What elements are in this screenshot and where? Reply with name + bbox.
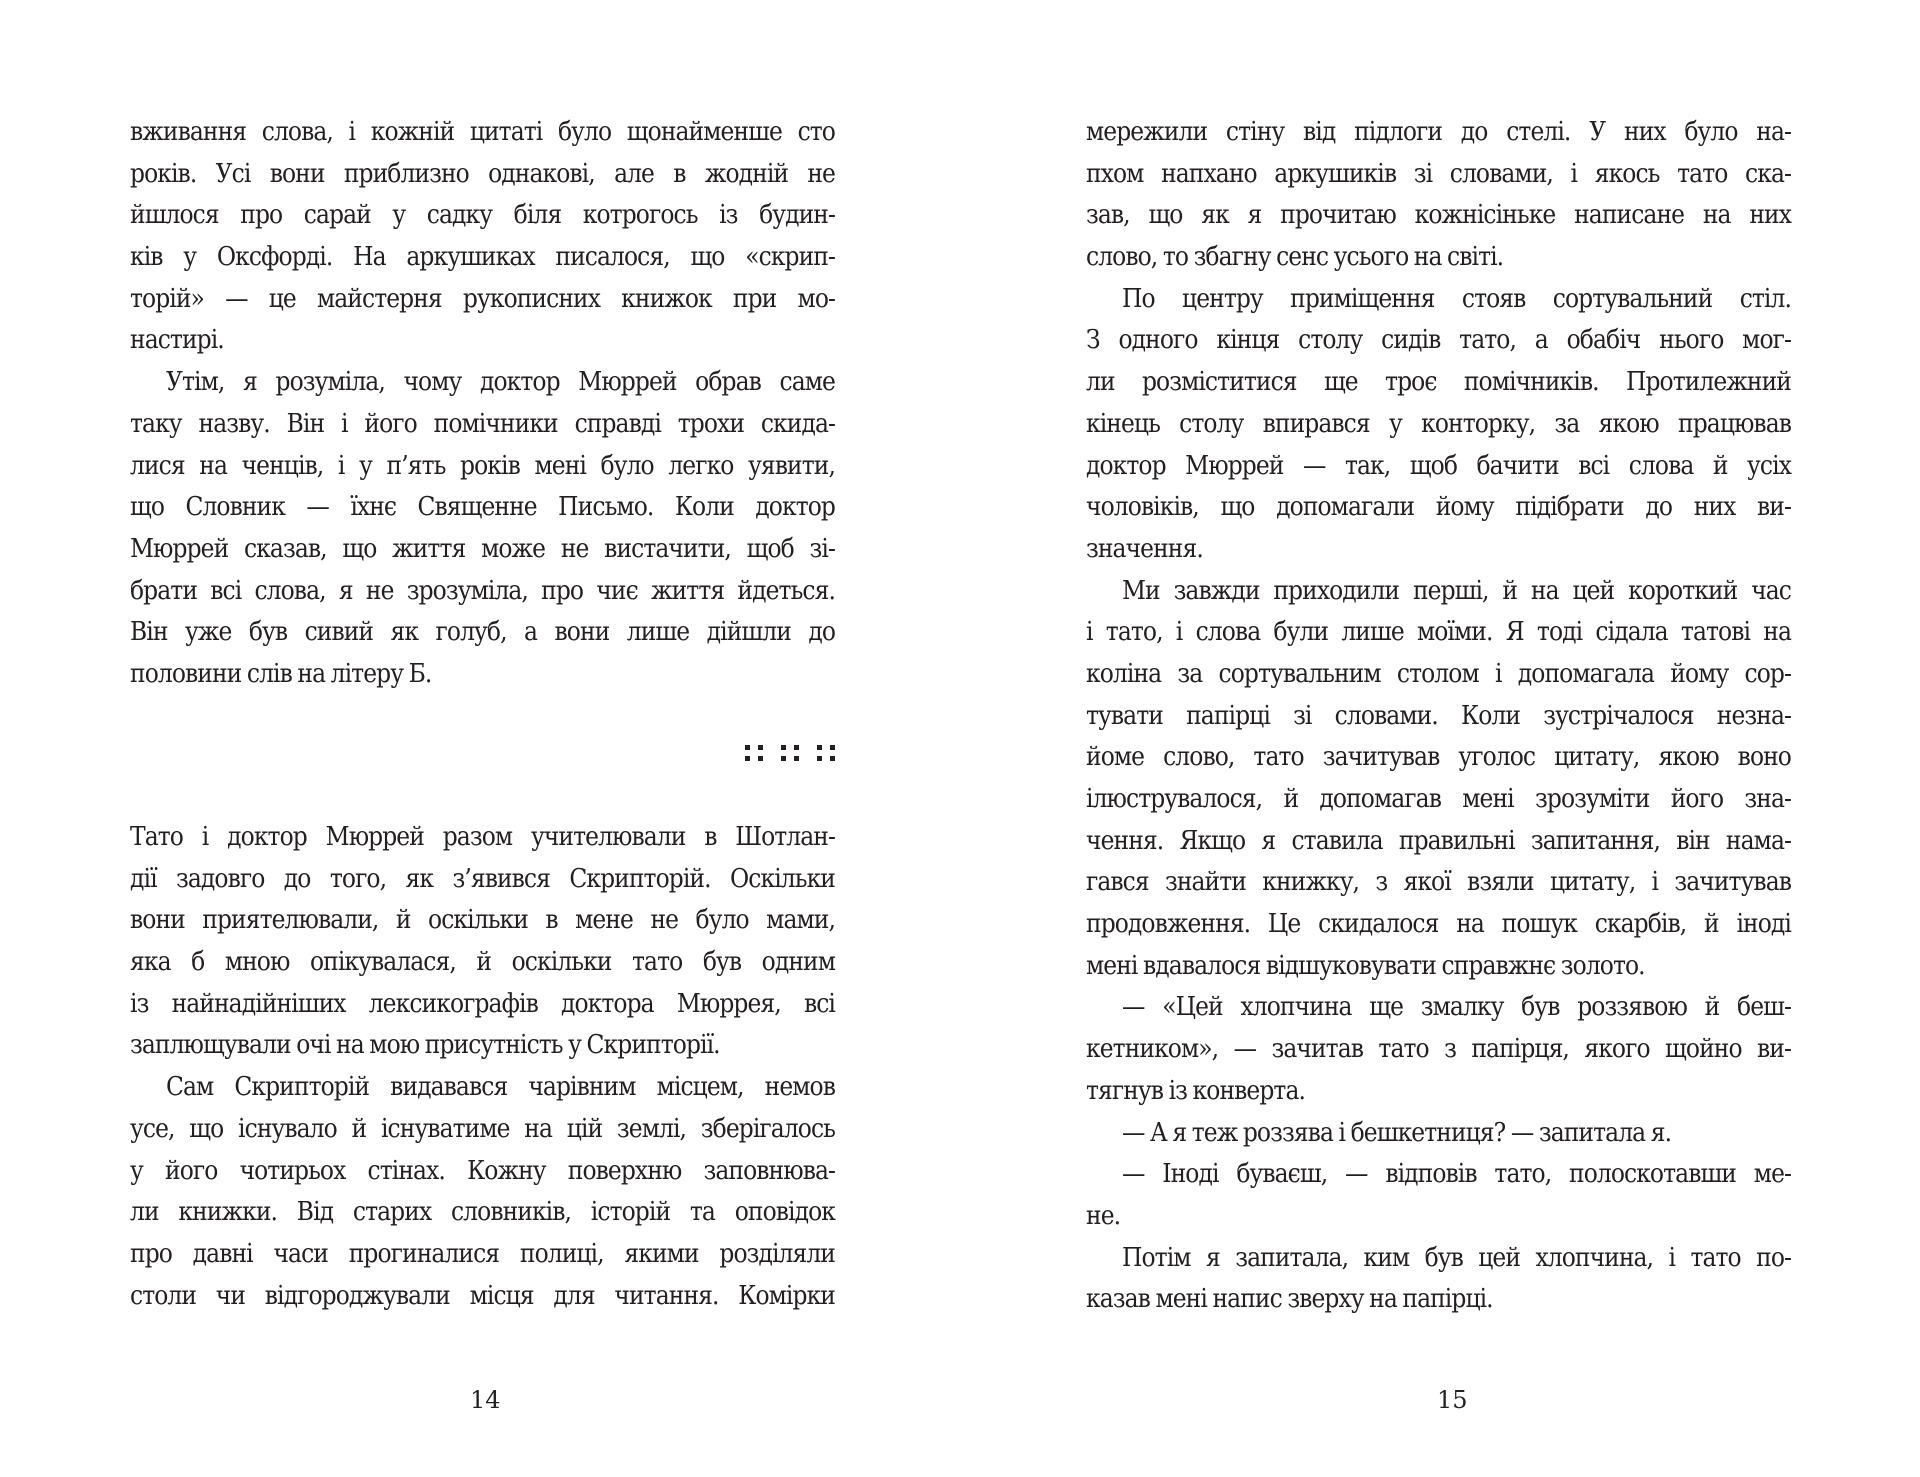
text-line: значення. <box>1086 533 1203 564</box>
text-line: ілюструвалося, й допомагав мені зрозуміти його зна- <box>1086 784 1791 814</box>
text-line: усе, що існувало й існуватиме на цій землі, зберігалось <box>130 1113 835 1144</box>
text-line: вони приятелювали, й оскільки в мене не було мами, <box>130 905 835 936</box>
text-line: пхом напхано аркушиків зі словами, і якось тато ска- <box>1086 158 1791 189</box>
text-line: і тато, і слова були лише моїми. Я тоді сідала татові на <box>1086 617 1791 648</box>
text-line: столи чи відгороджували місця для читання. Комірки <box>130 1280 835 1311</box>
text-line: чоловіків, що допомагали йому підібрати до них ви- <box>1086 492 1791 523</box>
text-line: заплющували очі на мою присутність у Скрипторії. <box>130 1030 720 1061</box>
text-line: — «Цей хлопчина ще змалку був роззявою й беш- <box>1122 992 1791 1023</box>
text-line: дії задовго до того, як з’явився Скрипторій. Оскільки <box>130 863 835 894</box>
text-line: вживання слова, і кожній цитаті було щонайменше сто <box>130 117 835 147</box>
text-line: мені вдавалося відшуковувати справжнє золото. <box>1086 950 1645 981</box>
text-line: Утім, я розуміла, чому доктор Мюррей обрав саме <box>166 367 835 398</box>
text-line: ли книжки. Від старих словників, історій та оповідок <box>130 1197 835 1228</box>
left-page-top-text <box>130 112 835 696</box>
text-line: ків у Оксфорді. На аркушиках писалося, що «скрип- <box>130 242 835 273</box>
text-line: ли розміститися ще троє помічників. Протилежний <box>1086 367 1791 398</box>
paragraph <box>130 362 835 696</box>
text-line: про давні часи прогиналися полиці, якими розділяли <box>130 1238 835 1269</box>
paragraph <box>130 1067 835 1317</box>
text-line: По центру приміщення стояв сортувальний стіл. <box>1122 283 1791 314</box>
text-line: із найнадійніших лексикографів доктора Мюррея, всі <box>130 988 835 1019</box>
text-line: йшлося про сарай у садку біля котрогось із будин- <box>130 200 835 231</box>
text-line: Потім я запитала, ким був цей хлопчина, і тато по- <box>1122 1242 1791 1273</box>
dot-group <box>745 745 765 761</box>
paragraph <box>130 112 835 362</box>
text-line: казав мені напис зверху на папірці. <box>1086 1284 1493 1315</box>
text-line: що Словник — їхнє Священне Письмо. Коли доктор <box>130 492 835 523</box>
paragraph <box>1086 987 1791 1112</box>
page-number: 15 <box>1437 1386 1468 1414</box>
paragraph <box>1086 1154 1791 1237</box>
text-line: половини слів на літеру Б. <box>130 658 432 689</box>
text-line: тувати папірці зі словами. Коли зустрічалося незна- <box>1086 700 1791 731</box>
text-line: зав, що як я прочитаю кожнісіньке написане на них <box>1086 200 1791 231</box>
text-line: Ми завжди приходили перші, й на цей короткий час <box>1122 575 1791 606</box>
text-line: кінець столу впирався у конторку, за якою працював <box>1086 408 1791 439</box>
right-page-text <box>1086 112 1791 1321</box>
text-line: доктор Мюррей — так, щоб бачити всі слова й усіх <box>1086 450 1791 481</box>
text-line: коліна за сортувальним столом і допомагала йому сор- <box>1086 658 1791 689</box>
text-line: йоме слово, тато зачитував уголос цитату, якою воно <box>1086 742 1791 773</box>
text-line: Сам Скрипторій видавався чарівним місцем, немов <box>166 1072 835 1103</box>
text-line: Мюррей сказав, що життя може не вистачити, щоб зі- <box>130 533 835 564</box>
text-line: гався знайти книжку, з якої взяли цитату, і зачитував <box>1086 867 1791 898</box>
text-line: торій» — це майстерня рукописних книжок при мо- <box>130 283 835 314</box>
text-line: кетником», — зачитав тато з папірця, якого щойно ви- <box>1086 1034 1791 1065</box>
text-line: мережили стіну від підлоги до стелі. У них було на- <box>1086 117 1791 147</box>
page-number: 14 <box>470 1386 501 1414</box>
paragraph <box>1086 1113 1791 1155</box>
text-line: яка б мною опікувалася, й оскільки тато був одним <box>130 947 835 978</box>
text-line: Він уже був сивий як голуб, а вони лише дійшли до <box>130 617 835 648</box>
text-line: З одного кінця столу сидів тато, а обабіч нього мог- <box>1086 325 1791 356</box>
text-line: настирі. <box>130 325 224 356</box>
scene-break-dots-icon <box>745 745 837 761</box>
paragraph <box>1086 279 1791 571</box>
paragraph <box>1086 112 1791 279</box>
text-line: — А я теж роззява і бешкетниця? — запитала я. <box>1122 1117 1672 1148</box>
left-page-bottom-text <box>130 817 835 1317</box>
text-line: чення. Якщо я ставила правильні запитання, він нама- <box>1086 825 1791 856</box>
text-line: не. <box>1086 1200 1121 1231</box>
text-line: брати всі слова, я не зрозуміла, про чиє життя йдеться. <box>130 575 835 606</box>
text-line: — Іноді буваєш, — відповів тато, полоскотавши ме- <box>1122 1159 1791 1190</box>
paragraph <box>1086 571 1791 988</box>
text-line: тягнув із конверта. <box>1086 1075 1306 1106</box>
text-line: продовження. Це скидалося на пошук скарбів, й іноді <box>1086 909 1791 940</box>
paragraph <box>1086 1238 1791 1321</box>
right-page <box>960 0 1920 1477</box>
text-line: таку назву. Він і його помічники справді трохи скида- <box>130 408 835 439</box>
text-line: Тато і доктор Мюррей разом учителювали в Шотлан- <box>130 822 835 852</box>
text-line: лися на ченців, і у п’ять років мені було легко уявити, <box>130 450 835 481</box>
dot-group <box>817 745 837 761</box>
text-line: років. Усі вони приблизно однакові, але в жодній не <box>130 158 835 189</box>
dot-group <box>781 745 801 761</box>
paragraph <box>130 817 835 1067</box>
text-line: слово, то збагну сенс усього на світі. <box>1086 242 1504 273</box>
text-line: у його чотирьох стінах. Кожну поверхню заповнюва- <box>130 1155 835 1186</box>
